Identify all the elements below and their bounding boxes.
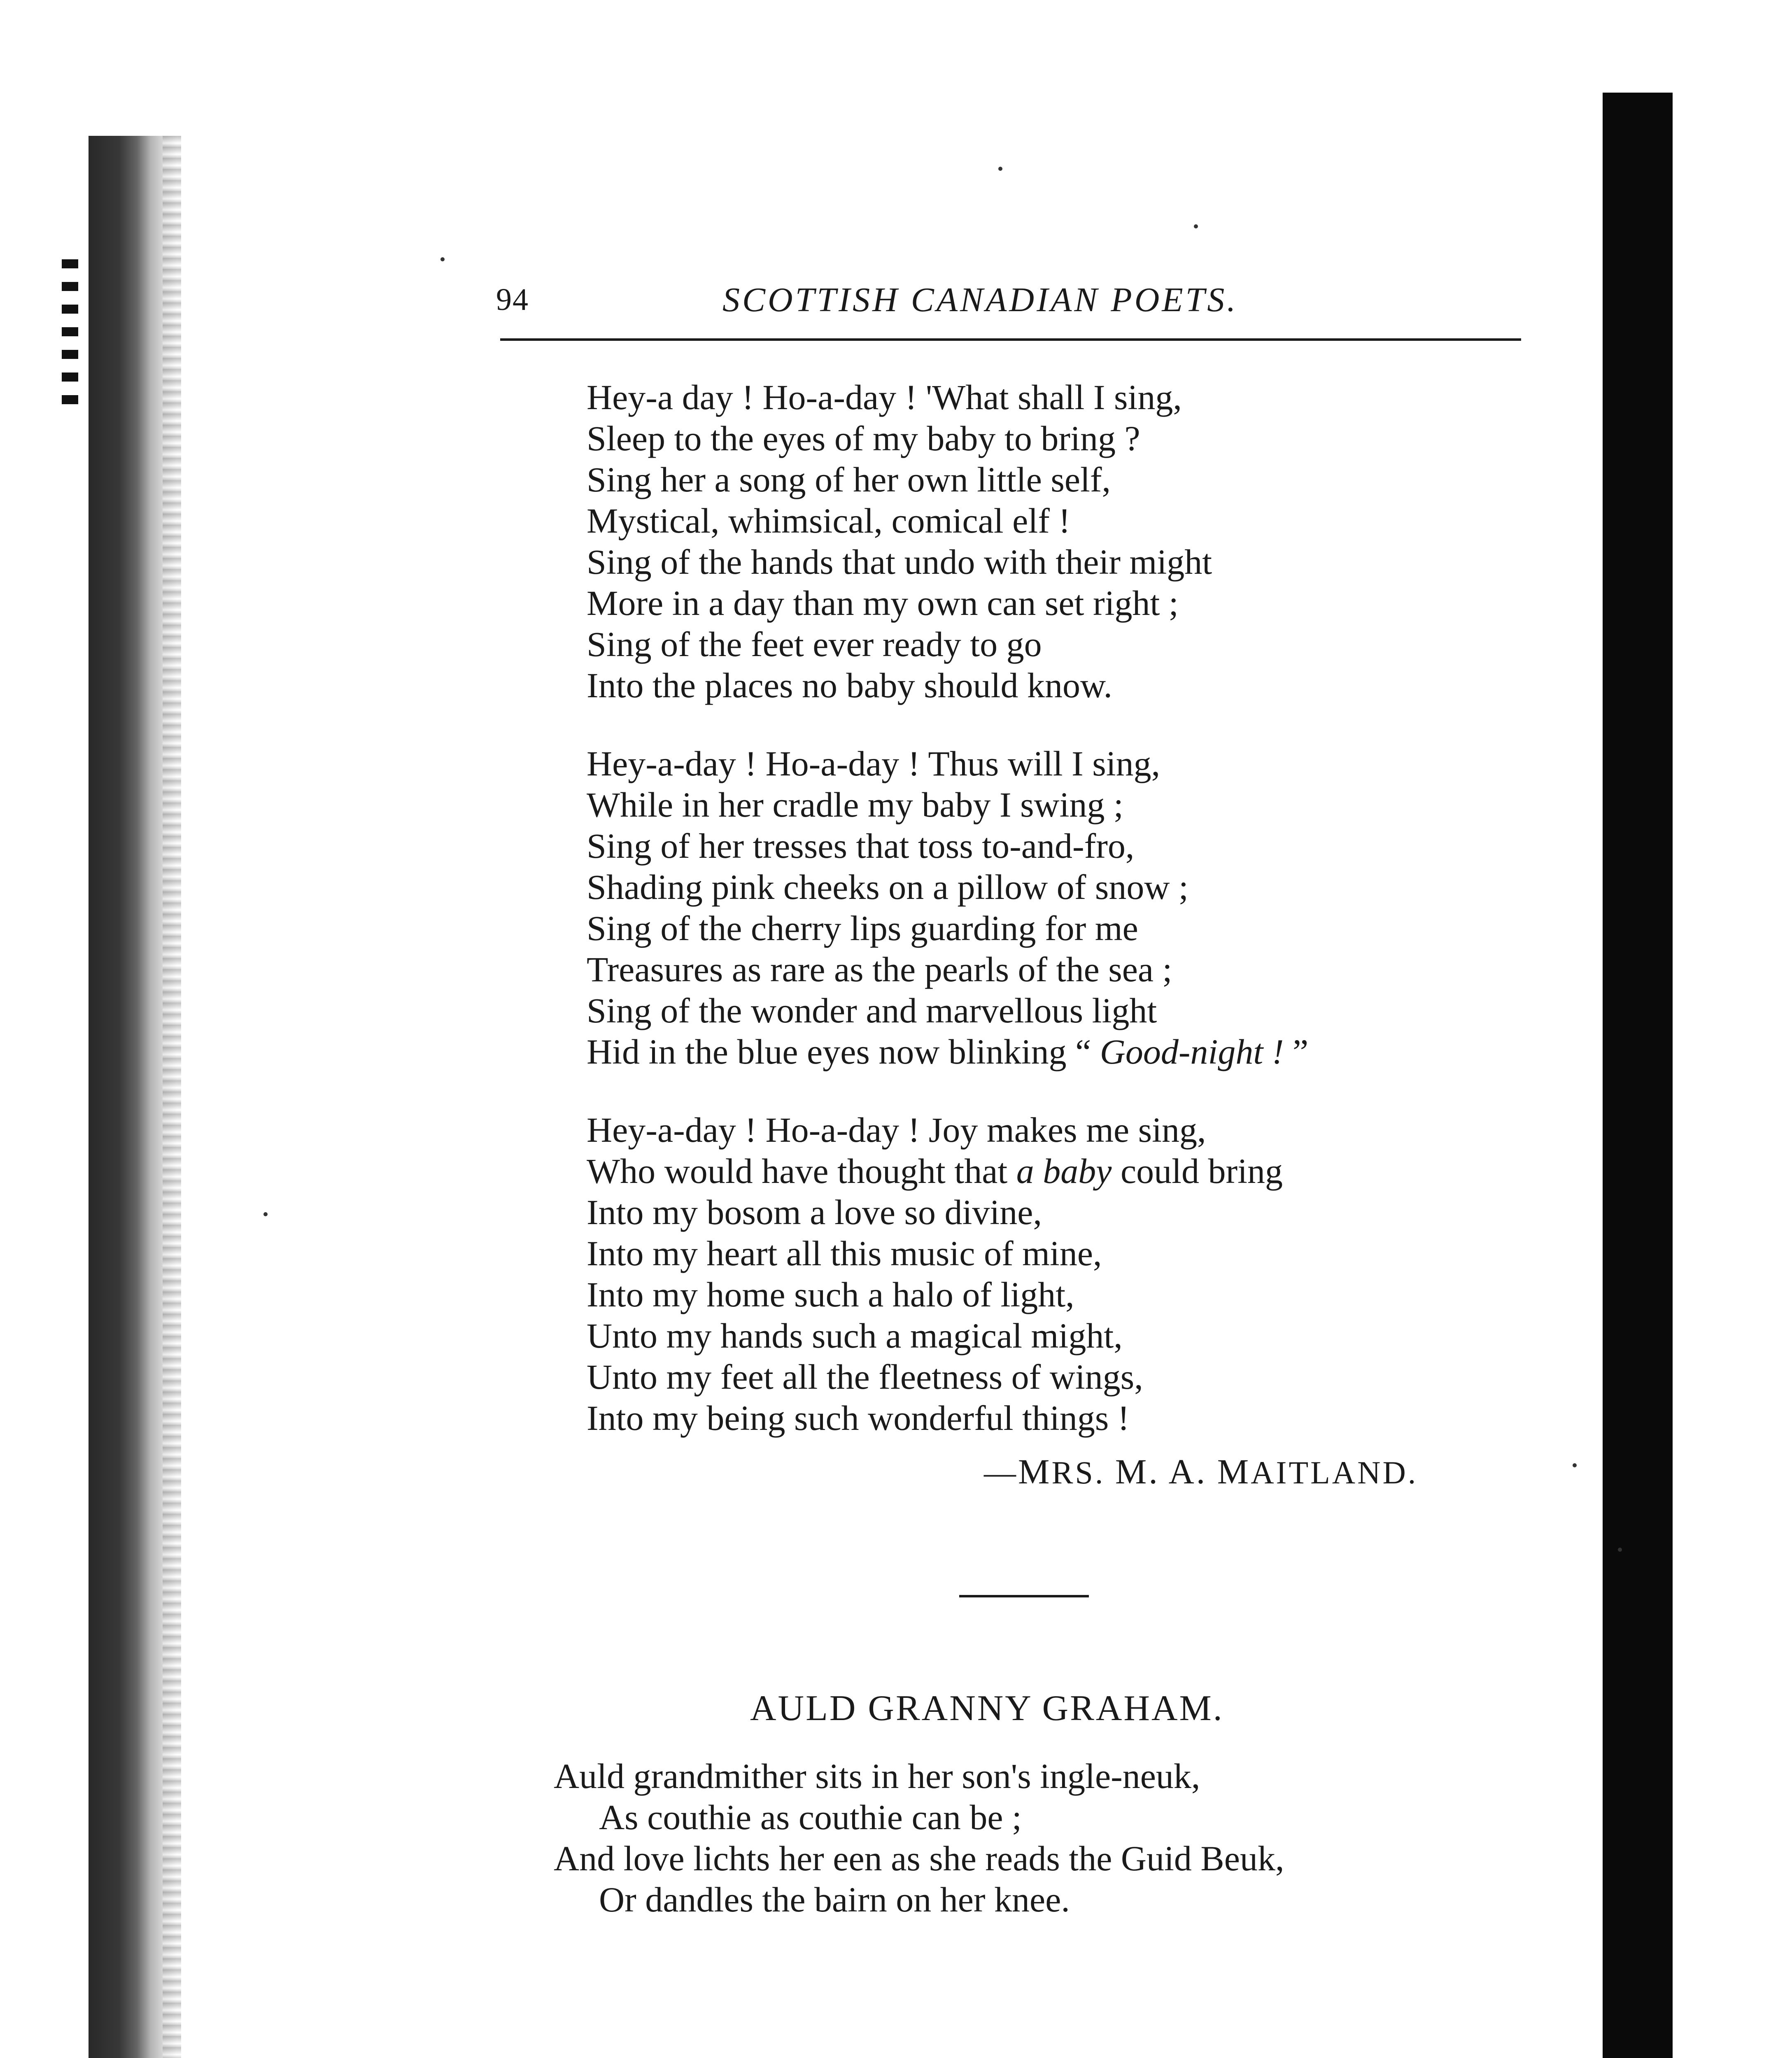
- poem-line: Auld grandmither sits in her son's ingle-neuk,: [554, 1756, 1200, 1796]
- poem-line: Into my home such a halo of light,: [587, 1275, 1074, 1314]
- poem-line: Treasures as rare as the pearls of the sea ;: [587, 950, 1172, 989]
- attribution-small-caps: AITLAND.: [1251, 1455, 1418, 1490]
- scan-speck: [440, 257, 445, 261]
- poem-line: Into my being such wonderful things !: [587, 1398, 1130, 1438]
- poem-line: Mystical, whimsical, comical elf !: [587, 501, 1070, 540]
- page-number: 94: [496, 282, 529, 317]
- poem-line: Hey-a day ! Ho-a-day ! 'What shall I sing,: [587, 377, 1182, 417]
- poem-title: AULD GRANNY GRAHAM.: [750, 1688, 1224, 1728]
- italic-phrase: a baby: [1016, 1151, 1112, 1191]
- poem-line: Sing of the hands that undo with their might: [587, 542, 1212, 582]
- scan-right-edge-bar: [1603, 93, 1673, 2058]
- section-divider: [959, 1595, 1089, 1597]
- poem-line-text: could bring: [1120, 1151, 1283, 1191]
- scan-speck: [263, 1212, 268, 1216]
- poem-line: Sleep to the eyes of my baby to bring ?: [587, 419, 1140, 458]
- poem-line: Into the places no baby should know.: [587, 666, 1113, 705]
- scan-speck: [1618, 1548, 1622, 1552]
- poem-line: Shading pink cheeks on a pillow of snow ;: [587, 867, 1188, 907]
- poem-line: Sing her a song of her own little self,: [587, 460, 1111, 499]
- scan-speck: [1194, 224, 1198, 228]
- scan-speck: [998, 167, 1002, 171]
- poem-line: More in a day than my own can set right ;: [587, 583, 1179, 623]
- poem-line: As couthie as couthie can be ;: [599, 1797, 1022, 1837]
- header-rule: [500, 338, 1521, 341]
- poem-line: [587, 1150, 1283, 1192]
- poem-line: Into my bosom a love so divine,: [587, 1192, 1042, 1232]
- poem-line: Or dandles the bairn on her knee.: [599, 1880, 1070, 1919]
- poem-line: Sing of her tresses that toss to-and-fro,: [587, 826, 1135, 866]
- attribution-small-caps: RS.: [1051, 1455, 1105, 1490]
- poem-line: Sing of the feet ever ready to go: [587, 624, 1042, 664]
- poem-attribution: [984, 1451, 1418, 1492]
- attribution-dash: —: [984, 1455, 1018, 1490]
- attribution-initials: M. A.: [1115, 1452, 1207, 1491]
- running-head: SCOTTISH CANADIAN POETS.: [722, 281, 1238, 319]
- poem-line: And love lichts her een as she reads the Guid Beuk,: [554, 1839, 1284, 1878]
- attribution-initial: M: [1217, 1452, 1251, 1491]
- stanza: [587, 1109, 1283, 1439]
- stanza: [587, 377, 1212, 706]
- poem-line: Unto my hands such a magical might,: [587, 1316, 1123, 1355]
- poem-line: Sing of the wonder and marvellous light: [587, 991, 1157, 1030]
- scan-speck: [1573, 1463, 1577, 1467]
- poem-line: Hey-a-day ! Ho-a-day ! Thus will I sing,: [587, 744, 1160, 783]
- poem-line-text: Who would have thought that: [587, 1151, 1008, 1191]
- quoted-italic: Good-night !: [1100, 1032, 1284, 1071]
- poem-line: Sing of the cherry lips guarding for me: [587, 908, 1138, 948]
- poem-line: While in her cradle my baby I swing ;: [587, 785, 1123, 824]
- stanza: [587, 743, 1308, 1072]
- scan-margin-marks: [62, 259, 78, 407]
- poem-line: Into my heart all this music of mine,: [587, 1234, 1102, 1273]
- attribution-initial: M: [1018, 1452, 1052, 1491]
- stanza: [554, 1755, 1284, 1920]
- poem-line: Unto my feet all the fleetness of wings,: [587, 1357, 1143, 1397]
- poem-line-text: Hid in the blue eyes now blinking: [587, 1032, 1067, 1071]
- scan-binding-edge: [163, 136, 181, 2058]
- poem-line: Hey-a-day ! Ho-a-day ! Joy makes me sing,: [587, 1110, 1206, 1150]
- poem-line: Hid in the blue eyes now blinking “ Good-night ! ”: [587, 1032, 1309, 1071]
